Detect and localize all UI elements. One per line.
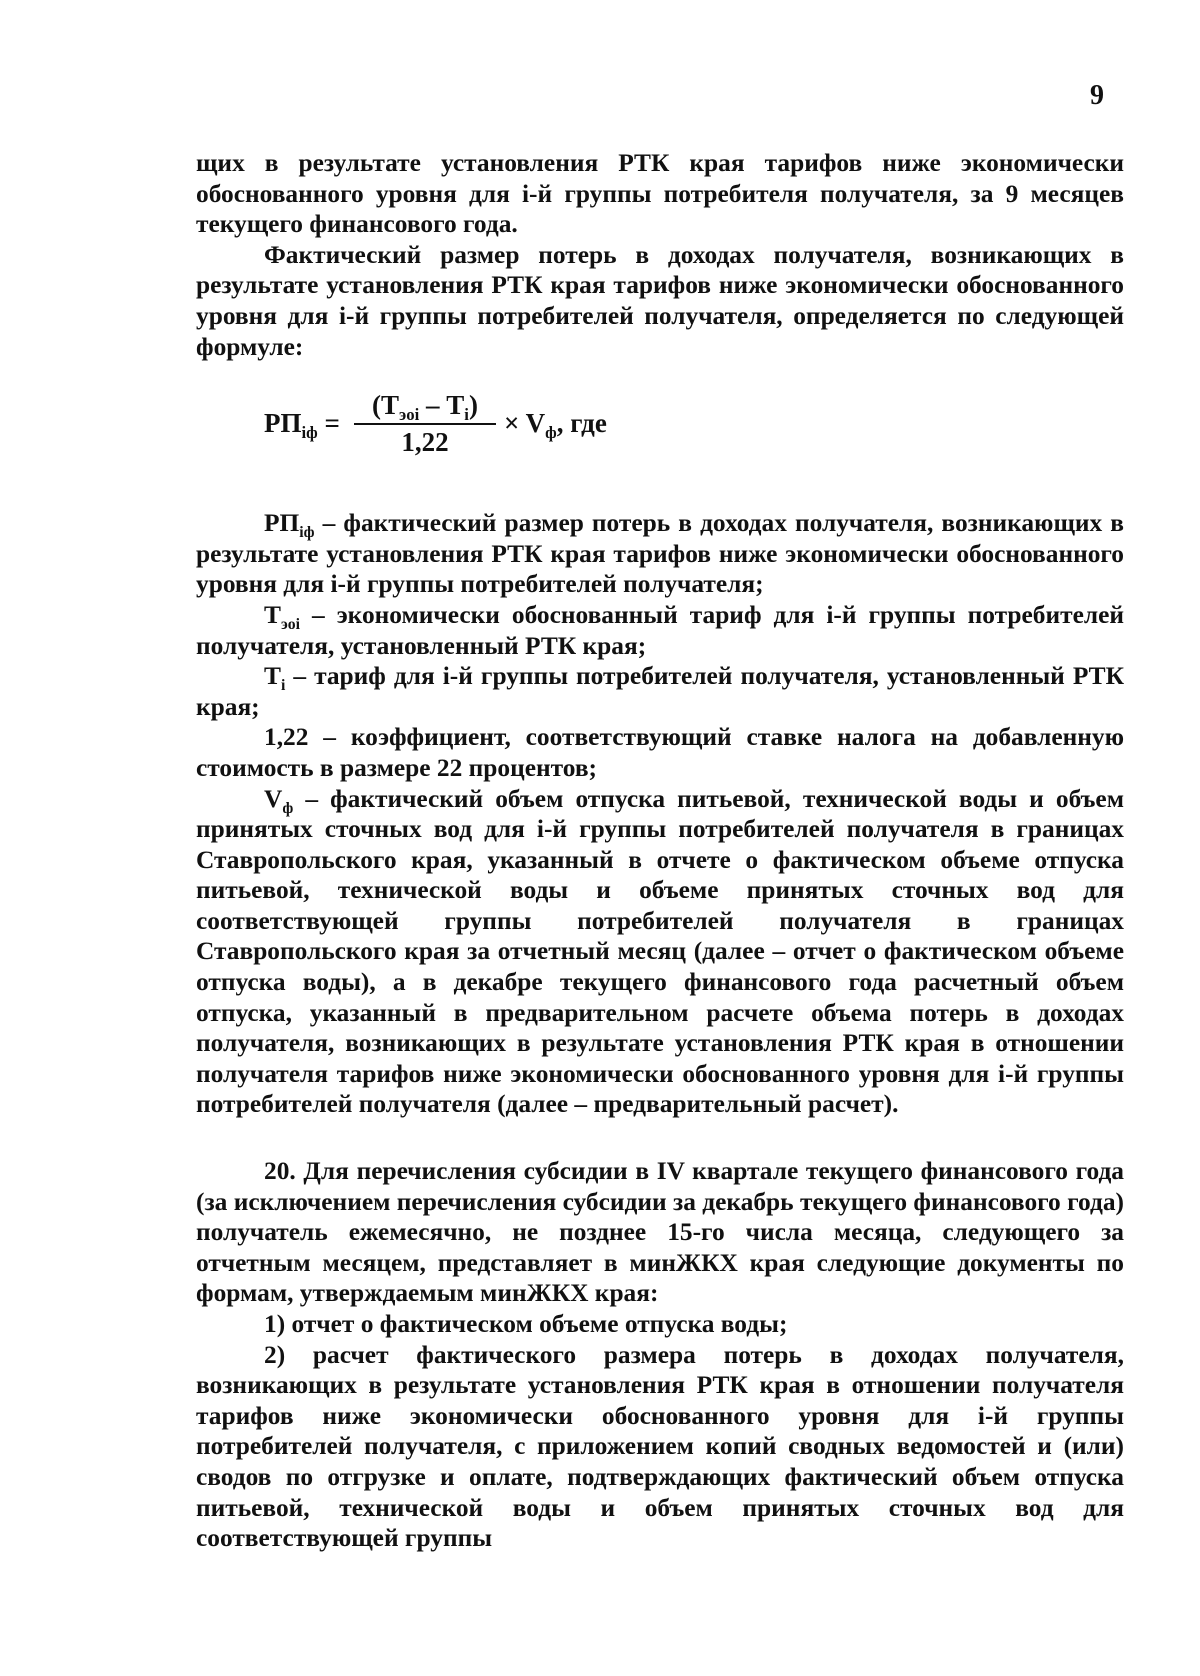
formula-rhs [504,408,607,443]
definition-subscript: iф [299,524,315,542]
definition-ti [196,661,1124,722]
formula-rhs-tail: , где [556,408,607,439]
formula-denominator: 1,22 [401,426,449,457]
numerator-subscript-1: эоi [399,405,420,425]
definition-coefficient: 1,22 – коэффициент, соответствующий ставке налога на добавленную стоимость в размере 22 процентов; [196,723,1124,782]
definition-symbol: V [264,784,283,813]
definition-symbol: Т [264,662,281,691]
definition-volume [196,784,1124,1121]
paragraph-continuation: щих в результате установления РТК края тарифов ниже экономически обоснованного уровня для i-й группы потребителя получателя, за 9 месяцев текущего финансового года. [196,149,1124,239]
formula-lhs-subscript: iф [301,423,318,443]
definition-symbol: РП [264,509,300,538]
formula-fraction [354,390,496,457]
document-body [196,148,1124,1554]
paragraph-formula-intro: Фактический размер потерь в доходах получателя, возникающих в результате установления РТК края тарифов ниже экономически обоснованного уровня для i-й группы потребителей получателя, определяется по следующей формуле: [196,240,1124,361]
definition-rp [196,508,1124,600]
formula-equals: = [317,408,340,439]
formula-numerator [354,390,496,423]
section-20-intro: 20. Для перечисления субсидии в IV квартале текущего финансового года (за исключением перечисления субсидии за декабрь текущего финансового года) получатель ежемесячно, не позднее 15-го числа месяца, следующего за отчетным месяцем, представляет в минЖКХ края следующие документы по формам, утверждаемым минЖКХ края: [196,1157,1124,1308]
formula [196,390,1124,490]
numerator-close: ) [468,390,478,421]
formula-lhs-symbol: РП [264,408,302,439]
section-20-item-1: 1) отчет о фактическом объеме отпуска воды; [264,1310,788,1338]
definition-text: – тариф для i-й группы потребителей получателя, установленный РТК края; [196,662,1124,721]
page-number: 9 [1090,80,1104,111]
section-gap [196,1120,1124,1156]
definition-symbol: Т [264,600,281,629]
definition-subscript: i [280,677,286,695]
formula-rhs-subscript: ф [545,423,557,443]
numerator-subscript-2: i [464,405,469,425]
section-20-item-2: 2) расчет фактического размера потерь в доходах получателя, возникающих в результате установления РТК края в отношении получателя тарифов ниже экономически обоснованного уровня для i-й группы потребителей получателя, с приложением копий сводных ведомостей и (или) сводов по отгрузке и оплате, подтверждающих фактический объем отпуска питьевой, технической воды и объем принятых сточных вод для соответствующей группы [196,1340,1124,1553]
definition-subscript: эоi [280,615,300,633]
definition-subscript: ф [282,799,294,817]
definition-teo [196,600,1124,661]
numerator-open: (Т [372,390,400,421]
formula-rhs-times: × V [504,408,546,439]
definition-text: – экономически обоснованный тариф для i-й группы потребителей получателя, установленный РТК края; [196,600,1124,660]
definition-text: – фактический объем отпуска питьевой, технической воды и объем принятых сточных вод для i-й группы потребителей получателя в границах Ставропольского края, указанный в отчете о фактическом объеме отпуска питьевой, технической воды и объеме принятых сточных вод для соответствующей группы потребителей получателя в границах Ставропольского края за отчетный месяц (далее – отчет о фактическом объеме отпуска воды), а в декабре текущего финансового года расчетный объем отпуска, указанный в предварительном расчете объема потерь в доходах получателя, возникающих в результате установления РТК края в отношении получателя тарифов ниже экономически обоснованного уровня для i-й группы потребителей получателя (далее – предварительный расчет). [196,784,1124,1119]
formula-lhs [264,408,340,443]
definition-text: – фактический размер потерь в доходах получателя, возникающих в результате установления РТК края тарифов ниже экономически обоснованного уровня для i-й группы потребителей получателя; [196,509,1124,599]
numerator-mid: – Т [419,390,465,421]
